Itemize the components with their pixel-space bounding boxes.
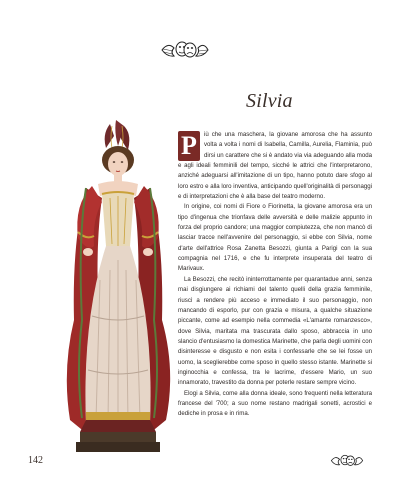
paragraph — [178, 130, 372, 202]
drop-cap: P — [178, 131, 200, 161]
silvia-statue-illustration — [52, 120, 184, 454]
page-title: Silvia — [246, 90, 293, 112]
article-body — [178, 130, 372, 420]
paragraph: In origine, coi nomi di Fiore o Fiorinetta, la giovane amorosa era un tipo d'ingenua che trionfava delle avversità e delle malizie appunto in forza del proprio candore; una maggior compiutezza, che non mancò di lasciar tracce nell'avvenire del personaggio, si ebbe con Silvia, nome d'arte dell'attrice Rosa Zanetta Besozzi, giunta a Parigi con la sua compagnia nel 1716, e che fu interprete insuperata del teatro di Marivaux. — [178, 203, 372, 273]
paragraph: Elogi a Silvia, come alla donna ideale, sono frequenti nella letteratura francese del '700; a suo nome restano madrigali sonetti, acrostici e dediche in prosa e in rima. — [178, 389, 372, 418]
page-number: 142 — [28, 455, 43, 466]
theatre-masks-ornament-icon — [160, 38, 210, 60]
paragraph: La Besozzi, che recitò ininterrottamente per quarantadue anni, senza mai disgiungere ai richiami del talento quelli della grazia femminile, riuscì a rendere più acceso e immediato il suo personaggio, non mancando di esporlo, pur con grazia e misura, a qualche situazione piccante, come ad esempio nella commedia «L'amante romanzesco», dove Silvia, maritata ma trascurata dallo sposo, abbraccia in uno slancio d'entusiasmo la domestica Marinette, che parla degli uomini con disinteresse e disgusto e non esita i confessarle che se lei fosse un uomo, la sceglierebbe come sposo in quello stesso istante. Marinette si inginocchia e confessa, tra le lacrime, d'essere Mario, un suo innamorato, travestito da donna per poterle restare sempre vicino. — [178, 275, 372, 387]
theatre-masks-ornament-icon — [330, 452, 364, 468]
paragraph-text: iù che una maschera, la giovane amorosa che ha assunto volta a volta i nomi di Isabella, Camilla, Aurelia, Flaminia, può dirsi un carattere che si è andato via via adeguando alla moda e agli ideali femminili del tempo, sicché le attrici che l'interpretarono, anziché adeguarsi all'imitazione di un tipo, hanno potuto dare sfogo al loro estro e alla loro inventiva, anticipando quell'originalità di personaggi e di interpretazioni che è alla base del teatro moderno. — [178, 131, 372, 201]
